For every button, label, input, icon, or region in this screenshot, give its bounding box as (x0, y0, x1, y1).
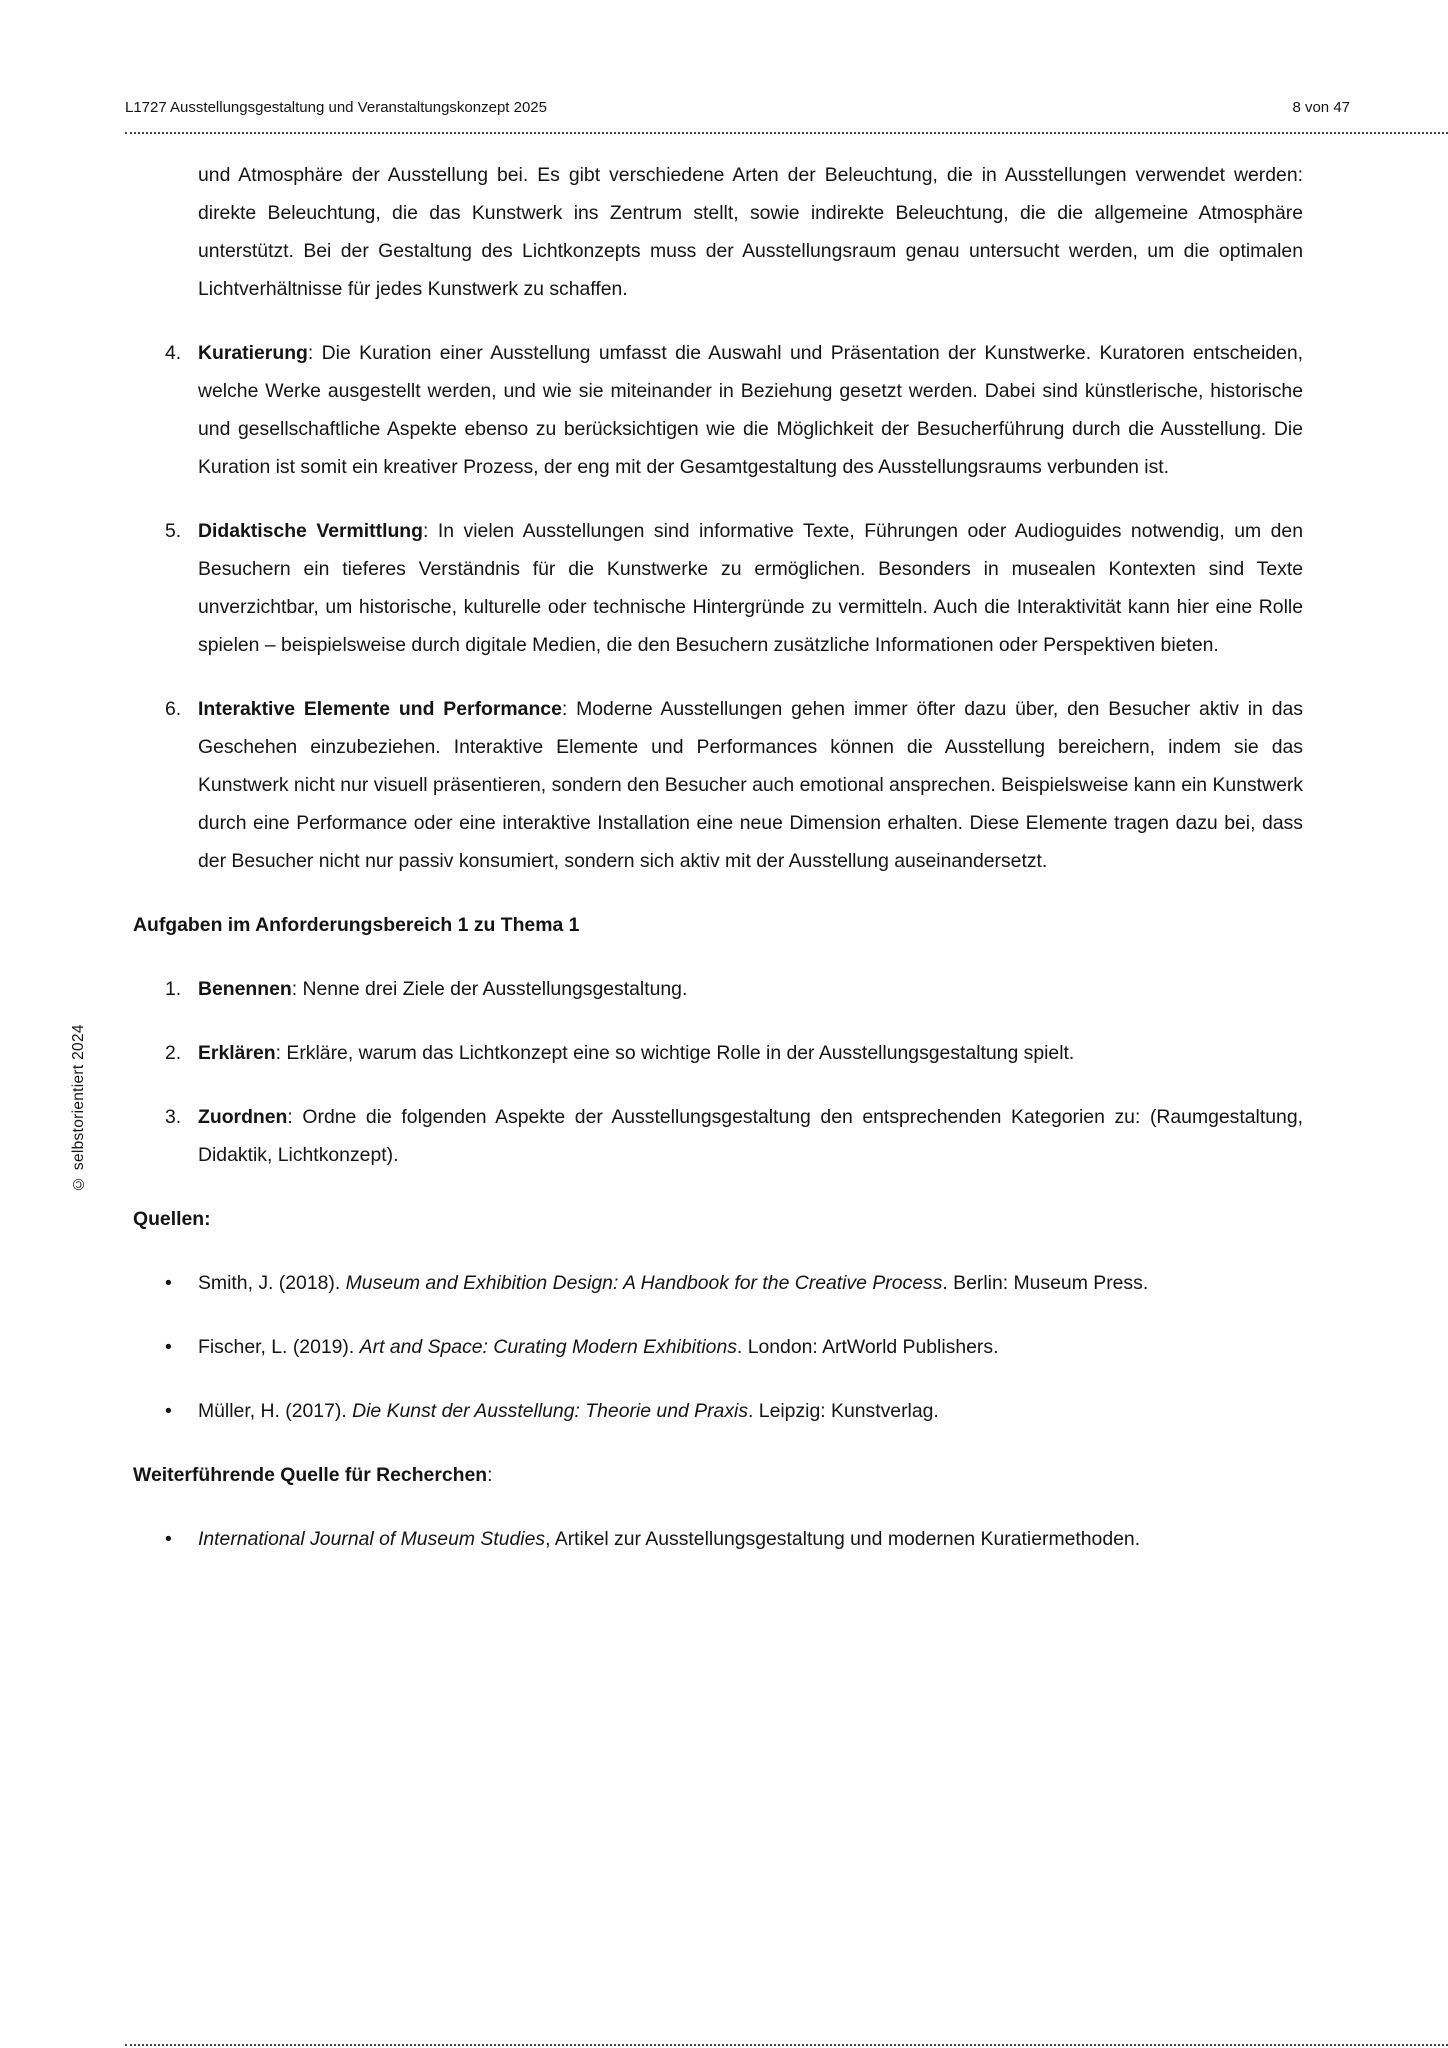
item-term: Interaktive Elemente und Performance (198, 698, 562, 720)
task-item-2 (165, 1034, 1303, 1072)
item-number: 5. (165, 520, 182, 542)
item-body: : Nenne drei Ziele der Ausstellungsgestaltung. (291, 978, 688, 1000)
source-description: , Artikel zur Ausstellungsgestaltung und modernen Kuratiermethoden. (545, 1528, 1141, 1550)
item-text (198, 690, 1303, 880)
source-item (165, 1264, 1303, 1302)
item-text (198, 970, 1303, 1008)
task-item-1 (165, 970, 1303, 1008)
heading-text: Weiterführende Quelle für Recherchen (133, 1464, 488, 1486)
item-number: 6. (165, 698, 182, 720)
item-body: : Moderne Ausstellungen gehen immer öfter dazu über, den Besucher aktiv in das Geschehen einzubeziehen. Interaktive Elemente und Performances können die Ausstellung bereichern, indem sie das Kunstwerk nicht nur visuell präsentieren, sondern den Besucher auch emotional ansprechen. Beispielsweise kann ein Kunstwerk durch eine Performance oder eine interaktive Installation eine neue Dimension erhalten. Diese Elemente tragen dazu bei, dass der Besucher nicht nur passiv konsumiert, sondern sich aktiv mit der Ausstellung auseinandersetzt. (198, 698, 1303, 872)
source-item (165, 1392, 1303, 1430)
item-term: Didaktische Vermittlung (198, 520, 423, 542)
source-title: International Journal of Museum Studies (198, 1528, 546, 1550)
item-text (198, 1034, 1303, 1072)
source-publisher: . Leipzig: Kunstverlag. (748, 1400, 939, 1422)
source-title: Museum and Exhibition Design: A Handbook for the Creative Process (345, 1272, 943, 1294)
item-text (198, 334, 1303, 486)
tasks-heading: Aufgaben im Anforderungsbereich 1 zu Thema 1 (133, 914, 580, 936)
bullet-icon: • (165, 1528, 172, 1550)
source-publisher: . Berlin: Museum Press. (942, 1272, 1149, 1294)
item-term: Erklären (198, 1042, 276, 1064)
page-bottom-divider (125, 2044, 1448, 2046)
bullet-icon: • (165, 1400, 172, 1422)
copyright-watermark: © selbstorientiert 2024 (70, 1024, 87, 1192)
source-publisher: . London: ArtWorld Publishers. (736, 1336, 999, 1358)
document-body (133, 156, 1303, 1584)
source-authors: Smith, J. (2018). (198, 1272, 346, 1294)
source-title: Die Kunst der Ausstellung: Theorie und Praxis (352, 1400, 749, 1422)
item-body: : Ordne die folgenden Aspekte der Ausstellungsgestaltung den entsprechenden Kategorien zu: (Raumgestaltung, Didaktik, Lichtkonzept). (198, 1106, 1303, 1166)
item-text (198, 512, 1303, 664)
source-text (198, 1328, 1303, 1366)
source-authors: Müller, H. (2017). (198, 1400, 353, 1422)
numbered-item-4 (165, 334, 1303, 486)
bullet-icon: • (165, 1272, 172, 1294)
item-number: 1. (165, 978, 182, 1000)
further-sources-heading (133, 1456, 1303, 1494)
source-text (198, 1264, 1303, 1302)
numbered-item-6 (165, 690, 1303, 880)
source-item (165, 1328, 1303, 1366)
numbered-item-5 (165, 512, 1303, 664)
item-number: 4. (165, 342, 182, 364)
item-body: : Erkläre, warum das Lichtkonzept eine so wichtige Rolle in der Ausstellungsgestaltung spielt. (275, 1042, 1075, 1064)
item-body: : In vielen Ausstellungen sind informative Texte, Führungen oder Audioguides notwendig, um den Besuchern ein tieferes Verständnis für die Kunstwerke zu ermöglichen. Besonders in musealen Kontexten sind Texte unverzichtbar, um historische, kulturelle oder technische Hintergründe zu vermitteln. Auch die Interaktivität kann hier eine Rolle spielen – beispielsweise durch digitale Medien, die den Besuchern zusätzliche Informationen oder Perspektiven bieten. (198, 520, 1304, 656)
page-header (125, 98, 1448, 134)
item-text (198, 1098, 1303, 1174)
task-item-3 (165, 1098, 1303, 1174)
intro-paragraph: und Atmosphäre der Ausstellung bei. Es gibt verschiedene Arten der Beleuchtung, die in Ausstellungen verwendet werden: direkte Beleuchtung, die das Kunstwerk ins Zentrum stellt, sowie indirekte Beleuchtung, die die allgemeine Atmosphäre unterstützt. Bei der Gestaltung des Lichtkonzepts muss der Ausstellungsraum genau untersucht werden, um die optimalen Lichtverhältnisse für jedes Kunstwerk zu schaffen. (198, 164, 1303, 300)
bullet-icon: • (165, 1336, 172, 1358)
source-title: Art and Space: Curating Modern Exhibitions (359, 1336, 737, 1358)
heading-colon: : (487, 1464, 493, 1486)
source-text (198, 1392, 1303, 1430)
document-title: L1727 Ausstellungsgestaltung und Veranstaltungskonzept 2025 (125, 99, 547, 116)
source-text (198, 1520, 1303, 1558)
further-source-item (165, 1520, 1303, 1558)
item-term: Kuratierung (198, 342, 308, 364)
item-term: Benennen (198, 978, 292, 1000)
item-number: 2. (165, 1042, 182, 1064)
sources-heading: Quellen: (133, 1208, 211, 1230)
page-number: 8 von 47 (1292, 99, 1350, 116)
item-number: 3. (165, 1106, 182, 1128)
item-body: : Die Kuration einer Ausstellung umfasst die Auswahl und Präsentation der Kunstwerke. Kuratoren entscheiden, welche Werke ausgestellt werden, und wie sie miteinander in Beziehung gesetzt werden. Dabei sind künstlerische, historische und gesellschaftliche Aspekte ebenso zu berücksichtigen wie die Möglichkeit der Besucherführung durch die Ausstellung. Die Kuration ist somit ein kreativer Prozess, der eng mit der Gesamtgestaltung des Ausstellungsraums verbunden ist. (198, 342, 1303, 478)
item-term: Zuordnen (198, 1106, 288, 1128)
source-authors: Fischer, L. (2019). (198, 1336, 360, 1358)
